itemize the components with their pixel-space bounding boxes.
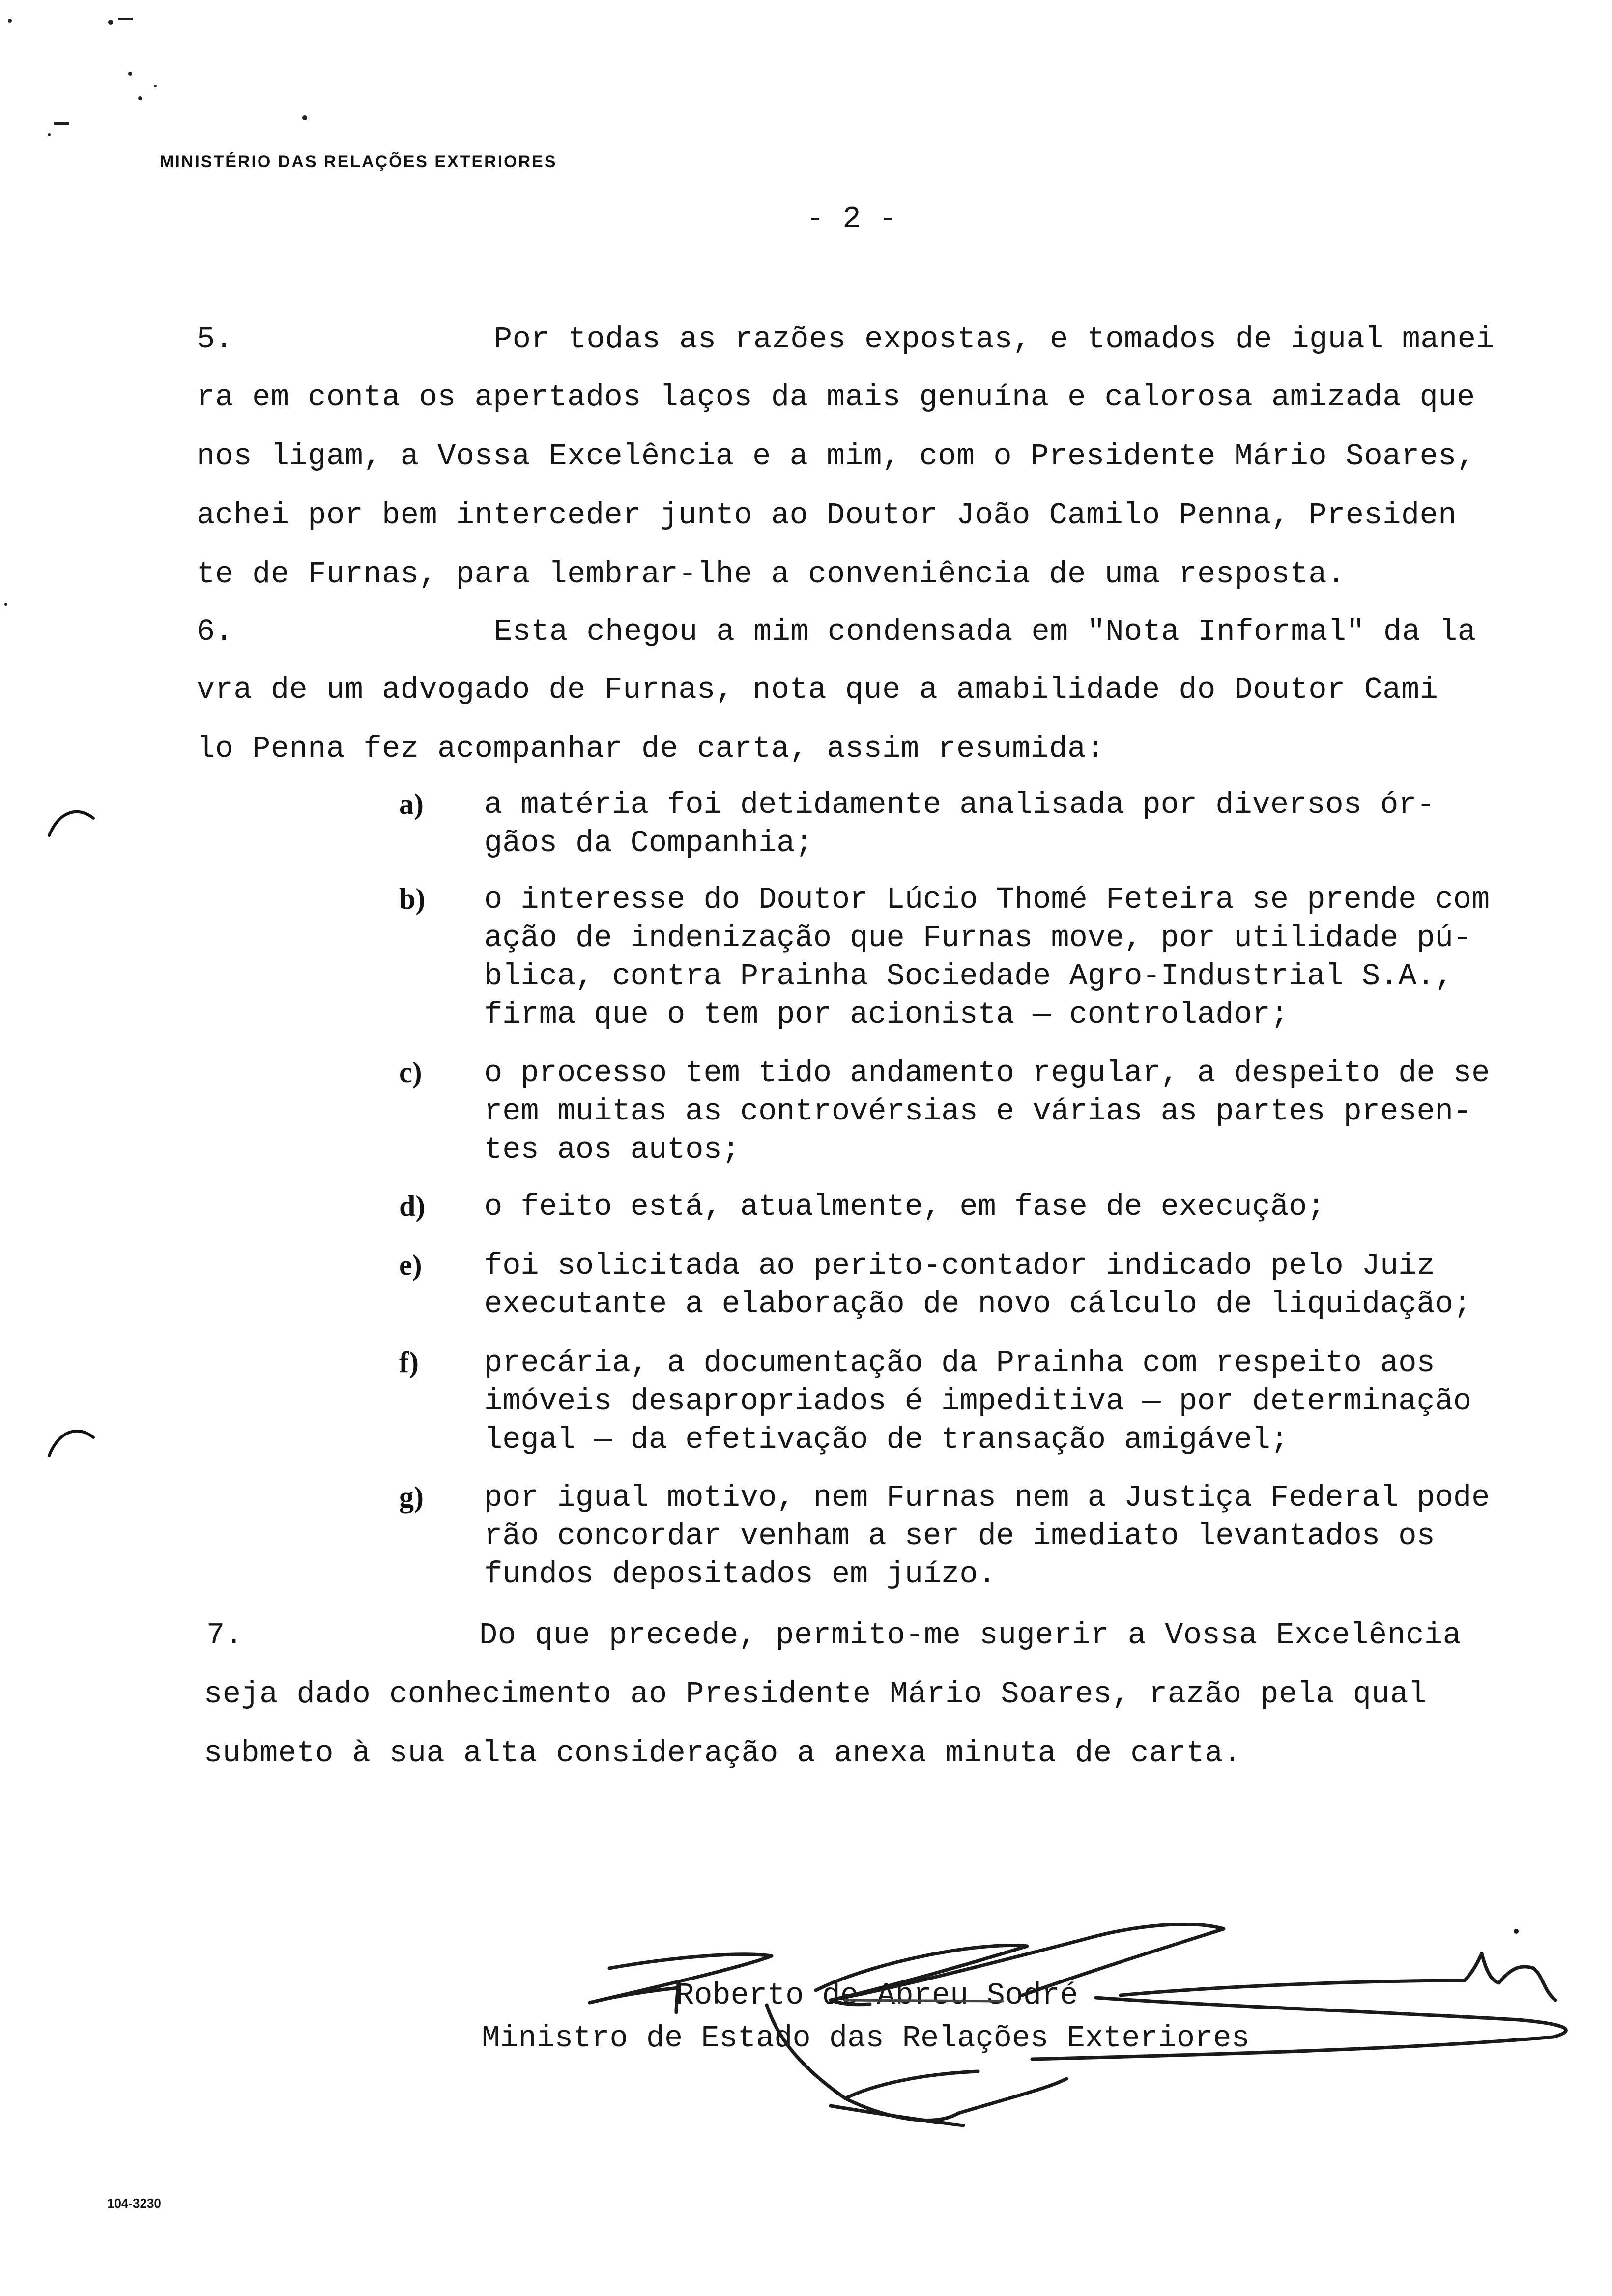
item-c-line: o processo tem tido andamento regular, a despeito de se xyxy=(484,1056,1490,1091)
item-letter-c: c) xyxy=(399,1056,422,1089)
paragraph-7-line: submeto à sua alta consideração a anexa minuta de carta. xyxy=(204,1736,1242,1771)
item-f-line: imóveis desapropriados é impeditiva — por determinação xyxy=(484,1384,1472,1419)
paragraph-5-line: te de Furnas, para lembrar-lhe a conveniência de uma resposta. xyxy=(197,557,1346,592)
item-b-line: ação de indenização que Furnas move, por utilidade pú- xyxy=(484,920,1472,955)
item-g-line: fundos depositados em juízo. xyxy=(484,1557,996,1592)
paragraph-6-line: vra de um advogado de Furnas, nota que a amabilidade do Doutor Cami xyxy=(197,672,1439,707)
item-a-line: a matéria foi detidamente analisada por diversos ór- xyxy=(484,787,1435,822)
item-f-line: precária, a documentação da Prainha com respeito aos xyxy=(484,1346,1435,1380)
letterhead: MINISTÉRIO DAS RELAÇÕES EXTERIORES xyxy=(160,152,557,171)
signatory-title: Ministro de Estado das Relações Exteriores xyxy=(482,2021,1250,2056)
item-b-line: blica, contra Prainha Sociedade Agro-Industrial S.A., xyxy=(484,959,1453,994)
item-g-line: por igual motivo, nem Furnas nem a Justiça Federal pode xyxy=(484,1480,1490,1515)
paragraph-number-7: 7. xyxy=(206,1618,243,1653)
item-letter-f: f) xyxy=(399,1346,419,1378)
item-c-line: tes aos autos; xyxy=(484,1132,740,1167)
item-f-line: legal — da efetivação de transação amigável; xyxy=(484,1422,1289,1457)
item-letter-g: g) xyxy=(399,1481,424,1513)
paragraph-7-line: Do que precede, permito-me sugerir a Vossa Excelência xyxy=(479,1618,1462,1653)
signatory-name: Roberto de Abreu Sodré xyxy=(676,1978,1078,2013)
item-letter-d: d) xyxy=(399,1190,426,1222)
paragraph-5-line: ra em conta os apertados laços da mais genuína e calorosa amizada que xyxy=(197,380,1475,415)
paragraph-number-5: 5. xyxy=(197,322,233,357)
paragraph-7-line: seja dado conhecimento ao Presidente Mário Soares, razão pela qual xyxy=(204,1677,1427,1712)
paragraph-number-6: 6. xyxy=(197,614,233,649)
item-b-line: firma que o tem por acionista — controlador; xyxy=(484,997,1289,1032)
page-number: - 2 - xyxy=(806,201,898,236)
paragraph-6-line: lo Penna fez acompanhar de carta, assim resumida: xyxy=(197,731,1105,766)
item-b-line: o interesse do Doutor Lúcio Thomé Feteira se prende com xyxy=(484,882,1490,917)
item-letter-e: e) xyxy=(399,1249,422,1281)
item-c-line: rem muitas as controvérsias e várias as partes presen- xyxy=(484,1094,1472,1129)
paragraph-5-line: nos ligam, a Vossa Excelência e a mim, com o Presidente Mário Soares, xyxy=(197,439,1475,474)
item-letter-a: a) xyxy=(399,788,424,820)
item-letter-b: b) xyxy=(399,883,426,915)
item-g-line: rão concordar venham a ser de imediato levantados os xyxy=(484,1519,1435,1553)
paragraph-5-line: Por todas as razões expostas, e tomados de igual manei xyxy=(494,322,1495,357)
item-e-line: executante a elaboração de novo cálculo de liquidação; xyxy=(484,1287,1472,1321)
item-d-line: o feito está, atualmente, em fase de execução; xyxy=(484,1189,1325,1224)
paragraph-6-line: Esta chegou a mim condensada em "Nota Informal" da la xyxy=(494,614,1476,649)
item-e-line: foi solicitada ao perito-contador indicado pelo Juiz xyxy=(484,1248,1435,1283)
item-a-line: gãos da Companhia; xyxy=(484,826,813,861)
form-code: 104-3230 xyxy=(107,2196,161,2210)
paragraph-5-line: achei por bem interceder junto ao Doutor João Camilo Penna, Presiden xyxy=(197,498,1457,533)
